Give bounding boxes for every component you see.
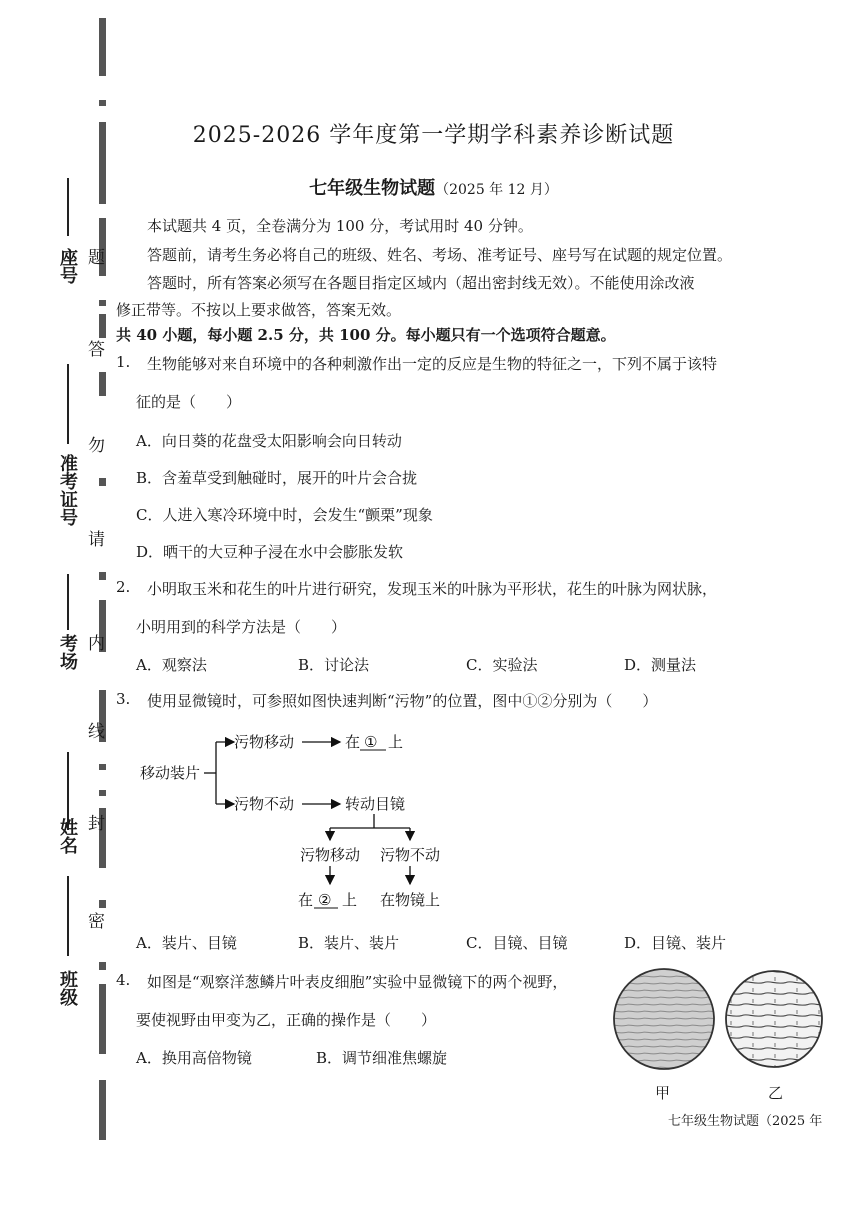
seal-char: 请 [84, 530, 104, 547]
q3-option-a[interactable]: A．装片、目镜 [136, 934, 237, 952]
instruction-1: 本试题共 4 页，全卷满分为 100 分，考试用时 40 分钟。 [147, 217, 533, 235]
seal-char: 线 [84, 722, 104, 739]
seat-number-label: 座号 [57, 248, 78, 284]
q2-number: 2. [116, 578, 131, 596]
q1-option-c[interactable]: C．人进入寒冷环境中时，会发生“颤栗”现象 [136, 506, 433, 524]
seal-char: 封 [84, 814, 104, 831]
exam-id-label: 准考证号 [57, 454, 78, 526]
exam-id-line[interactable] [67, 364, 69, 444]
flow-result-3: 在物镜上 [380, 891, 441, 909]
q4-option-b[interactable]: B．调节细准焦螺旋 [316, 1049, 448, 1067]
instruction-3: 答题时，所有答案必须写在各题目指定区域内（超出密封线无效）。不能使用涂改液 [147, 274, 695, 292]
flow-sub-2: 污物不动 [380, 846, 441, 864]
flow-branch-2: 污物不动 [234, 795, 295, 813]
exam-room-line[interactable] [67, 574, 69, 630]
microscope-fields-image [610, 966, 830, 1076]
class-label: 班级 [57, 970, 78, 1006]
seal-char: 题 [84, 248, 104, 265]
flow-result-1-post: 上 [388, 733, 404, 751]
q3-option-c[interactable]: C．目镜、目镜 [466, 934, 568, 952]
section-header: 共 40 小题，每小题 2.5 分，共 100 分。每小题只有一个选项符合题意。 [116, 326, 616, 344]
q4-stem-2: 要使视野由甲变为乙，正确的操作是（ ） [136, 1011, 437, 1029]
q4-stem: 如图是“观察洋葱鳞片叶表皮细胞”实验中显微镜下的两个视野， [147, 973, 568, 991]
q1-option-b[interactable]: B．含羞草受到触碰时，展开的叶片会合拢 [136, 469, 418, 487]
field-a-circle [614, 969, 714, 1069]
dirt-location-flowchart [130, 728, 460, 918]
seal-char: 内 [84, 634, 104, 651]
flow-result-1-pre: 在 [345, 733, 361, 751]
flow-result-2-post: 上 [342, 891, 358, 909]
q3-number: 3. [116, 690, 131, 708]
q4-number: 4. [116, 971, 131, 989]
page-footer: 七年级生物试题（2025 年 [668, 1114, 823, 1129]
flow-step-2: 转动目镜 [345, 795, 406, 813]
instruction-2: 答题前，请考生务必将自己的班级、姓名、考场、准考证号、座号写在试题的规定位置。 [147, 246, 733, 264]
q3-option-b[interactable]: B．装片、装片 [298, 934, 400, 952]
field-b-label: 乙 [768, 1084, 784, 1102]
flow-result-2-mark: ② [318, 891, 332, 909]
flow-root: 移动装片 [140, 764, 201, 782]
instruction-4: 修正带等。不按以上要求做答，答案无效。 [116, 301, 402, 319]
flow-result-1-mark: ① [364, 733, 378, 751]
field-b-circle [726, 971, 822, 1067]
flow-sub-1: 污物移动 [300, 846, 361, 864]
exam-subtitle [0, 174, 867, 200]
q2-option-d[interactable]: D．测量法 [624, 656, 697, 674]
subtitle-main: 七年级生物试题 [309, 178, 436, 199]
exam-title: 2025-2026 学年度第一学期学科素养诊断试题 [192, 123, 675, 148]
q2-option-b[interactable]: B．讨论法 [298, 656, 370, 674]
seal-char: 勿 [84, 436, 104, 453]
name-label: 姓名 [57, 818, 78, 854]
q4-option-a[interactable]: A．换用高倍物镜 [136, 1049, 252, 1067]
q2-stem-2: 小明用到的科学方法是（ ） [136, 618, 347, 636]
class-line[interactable] [67, 876, 69, 956]
q1-number: 1. [116, 353, 131, 371]
flow-result-2-pre: 在 [298, 891, 314, 909]
q1-stem-2: 征的是（ ） [136, 393, 242, 411]
q1-option-d[interactable]: D．晒干的大豆种子浸在水中会膨胀发软 [136, 543, 404, 561]
q3-stem: 使用显微镜时，可参照如图快速判断“污物”的位置，图中①②分别为（ ） [147, 692, 658, 710]
seal-char: 答 [84, 340, 104, 357]
exam-room-label: 考场 [57, 634, 78, 670]
q2-option-a[interactable]: A．观察法 [136, 656, 207, 674]
field-a-label: 甲 [655, 1084, 671, 1102]
q1-option-a[interactable]: A．向日葵的花盘受太阳影响会向日转动 [136, 432, 402, 450]
q3-option-d[interactable]: D．目镜、装片 [624, 934, 727, 952]
seal-char: 密 [84, 912, 104, 929]
q1-stem: 生物能够对来自环境中的各种刺激作出一定的反应是生物的特征之一，下列不属于该特 [147, 355, 718, 373]
flow-branch-1: 污物移动 [234, 733, 295, 751]
q2-option-c[interactable]: C．实验法 [466, 656, 538, 674]
q2-stem: 小明取玉米和花生的叶片进行研究，发现玉米的叶脉为平形状，花生的叶脉为网状脉， [147, 580, 718, 598]
subtitle-date: （2025 年 12 月） [435, 182, 558, 198]
